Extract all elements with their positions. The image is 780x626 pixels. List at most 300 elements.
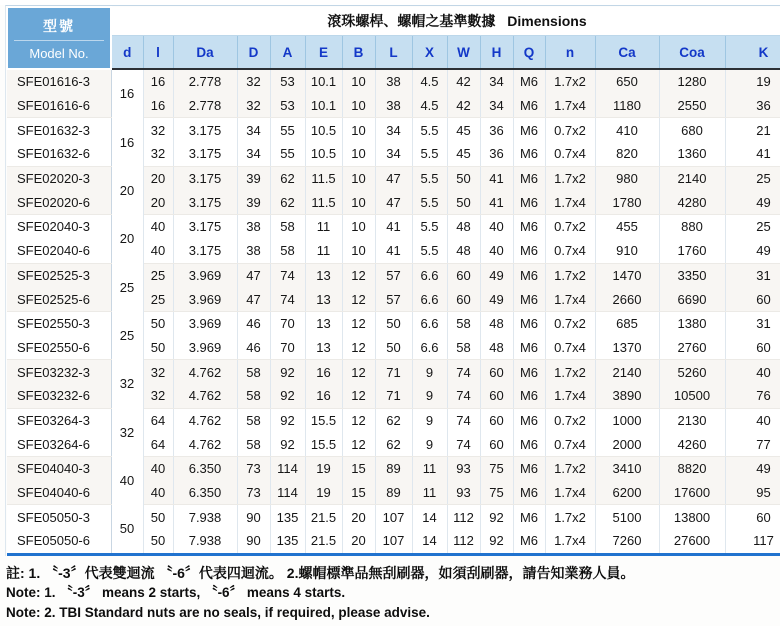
cell-X: 6.6	[412, 336, 447, 360]
cell-Da: 3.175	[173, 118, 237, 142]
cell-Da: 3.969	[173, 263, 237, 287]
col-header-E: E	[305, 36, 342, 70]
note-english-1: Note: 1. 〝-3〞 means 2 starts, 〝-6〞 means 4 starts.	[6, 584, 346, 600]
model-cell: SFE02550-3	[7, 311, 111, 335]
cell-B: 10	[342, 239, 375, 263]
cell-l: 25	[143, 263, 173, 287]
cell-E: 13	[305, 336, 342, 360]
cell-Ca: 685	[595, 311, 659, 335]
cell-n: 0.7x4	[545, 142, 595, 166]
table-row	[7, 263, 780, 287]
cell-Da: 4.762	[173, 384, 237, 408]
cell-H: 41	[480, 190, 513, 214]
cell-W: 60	[447, 287, 480, 311]
cell-W: 112	[447, 505, 480, 529]
d-cell: 20	[111, 215, 143, 263]
cell-D: 46	[237, 311, 270, 335]
cell-Q: M6	[513, 481, 545, 505]
cell-Ca: 2140	[595, 360, 659, 384]
cell-l: 50	[143, 336, 173, 360]
cell-K: 19	[725, 69, 780, 94]
cell-L: 47	[375, 190, 412, 214]
cell-Coa: 27600	[659, 529, 725, 554]
cell-W: 48	[447, 215, 480, 239]
cell-L: 89	[375, 481, 412, 505]
col-header-K: K	[725, 36, 780, 70]
cell-E: 16	[305, 384, 342, 408]
model-cell: SFE04040-6	[7, 481, 111, 505]
d-cell: 32	[111, 408, 143, 456]
cell-Ca: 910	[595, 239, 659, 263]
cell-B: 10	[342, 215, 375, 239]
cell-Q: M6	[513, 118, 545, 142]
table-body	[7, 69, 780, 554]
model-cell: SFE01632-3	[7, 118, 111, 142]
cell-Ca: 1370	[595, 336, 659, 360]
cell-W: 112	[447, 529, 480, 554]
cell-l: 40	[143, 215, 173, 239]
model-cell: SFE03264-3	[7, 408, 111, 432]
cell-l: 50	[143, 529, 173, 554]
cell-Q: M6	[513, 263, 545, 287]
note-chinese: 註: 1. 〝-3〞代表雙迴流 〝-6〞代表四迴流。 2.螺帽標準品無刮刷器，如須刮刷器，請告知業務人員。	[6, 564, 635, 581]
cell-K: 49	[725, 190, 780, 214]
cell-L: 41	[375, 239, 412, 263]
cell-l: 40	[143, 239, 173, 263]
cell-L: 38	[375, 69, 412, 94]
table-row	[7, 69, 780, 94]
cell-X: 5.5	[412, 239, 447, 263]
cell-A: 92	[270, 432, 305, 456]
cell-Coa: 6690	[659, 287, 725, 311]
cell-E: 19	[305, 457, 342, 481]
cell-K: 41	[725, 142, 780, 166]
cell-K: 21	[725, 118, 780, 142]
cell-X: 4.5	[412, 69, 447, 94]
cell-Ca: 6200	[595, 481, 659, 505]
cell-X: 5.5	[412, 190, 447, 214]
cell-X: 5.5	[412, 142, 447, 166]
cell-X: 4.5	[412, 94, 447, 118]
cell-L: 71	[375, 384, 412, 408]
cell-n: 0.7x2	[545, 215, 595, 239]
model-cell: SFE01616-6	[7, 94, 111, 118]
cell-l: 40	[143, 481, 173, 505]
cell-W: 58	[447, 336, 480, 360]
cell-Ca: 3890	[595, 384, 659, 408]
cell-L: 50	[375, 336, 412, 360]
cell-D: 58	[237, 384, 270, 408]
cell-n: 0.7x2	[545, 311, 595, 335]
model-cell: SFE01632-6	[7, 142, 111, 166]
col-header-W: W	[447, 36, 480, 70]
col-header-H: H	[480, 36, 513, 70]
cell-Da: 4.762	[173, 432, 237, 456]
cell-Q: M6	[513, 311, 545, 335]
cell-B: 20	[342, 505, 375, 529]
note-english-2: Note: 2. TBI Standard nuts are no seals, if required, please advise.	[6, 604, 430, 620]
cell-Ca: 455	[595, 215, 659, 239]
cell-Ca: 3410	[595, 457, 659, 481]
col-header-X: X	[412, 36, 447, 70]
cell-D: 34	[237, 142, 270, 166]
cell-K: 31	[725, 311, 780, 335]
cell-X: 5.5	[412, 166, 447, 190]
cell-L: 57	[375, 263, 412, 287]
cell-A: 53	[270, 94, 305, 118]
d-cell: 25	[111, 263, 143, 311]
cell-B: 10	[342, 118, 375, 142]
cell-K: 95	[725, 481, 780, 505]
cell-W: 45	[447, 118, 480, 142]
cell-H: 40	[480, 215, 513, 239]
cell-H: 48	[480, 336, 513, 360]
cell-Coa: 880	[659, 215, 725, 239]
cell-K: 40	[725, 360, 780, 384]
cell-H: 92	[480, 529, 513, 554]
catalog-page	[0, 5, 780, 626]
d-cell: 40	[111, 457, 143, 505]
cell-E: 15.5	[305, 408, 342, 432]
d-cell: 20	[111, 166, 143, 214]
model-cell: SFE02525-6	[7, 287, 111, 311]
cell-W: 58	[447, 311, 480, 335]
cell-Ca: 980	[595, 166, 659, 190]
model-cell: SFE01616-3	[7, 69, 111, 94]
cell-W: 74	[447, 432, 480, 456]
cell-H: 49	[480, 287, 513, 311]
cell-Q: M6	[513, 505, 545, 529]
cell-E: 13	[305, 311, 342, 335]
cell-K: 60	[725, 505, 780, 529]
cell-A: 62	[270, 166, 305, 190]
cell-B: 15	[342, 457, 375, 481]
cell-Q: M6	[513, 336, 545, 360]
cell-Q: M6	[513, 190, 545, 214]
cell-K: 31	[725, 263, 780, 287]
cell-n: 1.7x2	[545, 360, 595, 384]
cell-W: 74	[447, 384, 480, 408]
cell-B: 12	[342, 384, 375, 408]
cell-Da: 3.175	[173, 239, 237, 263]
cell-Ca: 5100	[595, 505, 659, 529]
cell-n: 1.7x2	[545, 166, 595, 190]
cell-L: 38	[375, 94, 412, 118]
notes-section	[6, 563, 780, 623]
col-header-Q: Q	[513, 36, 545, 70]
dimensions-table-container	[5, 5, 780, 556]
cell-Ca: 1000	[595, 408, 659, 432]
cell-Ca: 410	[595, 118, 659, 142]
cell-L: 57	[375, 287, 412, 311]
cell-n: 0.7x2	[545, 118, 595, 142]
cell-Q: M6	[513, 287, 545, 311]
cell-Q: M6	[513, 529, 545, 554]
cell-X: 6.6	[412, 263, 447, 287]
cell-K: 117	[725, 529, 780, 554]
cell-B: 20	[342, 529, 375, 554]
cell-Q: M6	[513, 215, 545, 239]
cell-E: 21.5	[305, 529, 342, 554]
cell-L: 34	[375, 142, 412, 166]
cell-Da: 3.969	[173, 311, 237, 335]
cell-A: 58	[270, 215, 305, 239]
cell-l: 50	[143, 311, 173, 335]
cell-Da: 6.350	[173, 457, 237, 481]
cell-A: 55	[270, 142, 305, 166]
cell-B: 10	[342, 142, 375, 166]
cell-Da: 2.778	[173, 69, 237, 94]
cell-n: 1.7x2	[545, 263, 595, 287]
cell-E: 19	[305, 481, 342, 505]
cell-l: 20	[143, 166, 173, 190]
cell-Da: 3.175	[173, 166, 237, 190]
cell-E: 11.5	[305, 190, 342, 214]
cell-Coa: 1280	[659, 69, 725, 94]
cell-H: 92	[480, 505, 513, 529]
cell-Coa: 1760	[659, 239, 725, 263]
cell-W: 74	[447, 360, 480, 384]
cell-l: 32	[143, 142, 173, 166]
d-cell: 16	[111, 118, 143, 166]
cell-Coa: 4260	[659, 432, 725, 456]
cell-Da: 4.762	[173, 408, 237, 432]
cell-Da: 3.175	[173, 215, 237, 239]
cell-E: 11	[305, 215, 342, 239]
cell-A: 135	[270, 529, 305, 554]
d-cell: 50	[111, 505, 143, 554]
cell-Coa: 3350	[659, 263, 725, 287]
cell-B: 10	[342, 190, 375, 214]
cell-n: 1.7x2	[545, 69, 595, 94]
cell-B: 10	[342, 94, 375, 118]
dimensions-table	[6, 6, 780, 556]
cell-l: 32	[143, 118, 173, 142]
model-cell: SFE04040-3	[7, 457, 111, 481]
cell-A: 135	[270, 505, 305, 529]
cell-D: 34	[237, 118, 270, 142]
model-no-header-en: Model No.	[29, 45, 89, 61]
cell-X: 5.5	[412, 118, 447, 142]
dimensions-title-zh: 滾珠螺桿、螺帽之基準數據	[327, 13, 496, 29]
cell-D: 39	[237, 190, 270, 214]
cell-W: 93	[447, 481, 480, 505]
cell-D: 58	[237, 360, 270, 384]
cell-Q: M6	[513, 69, 545, 94]
cell-Da: 4.762	[173, 360, 237, 384]
table-row	[7, 118, 780, 142]
cell-A: 62	[270, 190, 305, 214]
cell-K: 49	[725, 239, 780, 263]
cell-H: 34	[480, 94, 513, 118]
cell-A: 74	[270, 287, 305, 311]
table-row	[7, 505, 780, 529]
cell-Q: M6	[513, 239, 545, 263]
cell-A: 92	[270, 408, 305, 432]
cell-H: 36	[480, 118, 513, 142]
cell-Coa: 4280	[659, 190, 725, 214]
cell-W: 60	[447, 263, 480, 287]
cell-n: 1.7x4	[545, 529, 595, 554]
cell-Da: 6.350	[173, 481, 237, 505]
cell-D: 47	[237, 263, 270, 287]
model-cell: SFE03264-6	[7, 432, 111, 456]
cell-A: 70	[270, 311, 305, 335]
cell-L: 41	[375, 215, 412, 239]
col-header-Da: Da	[173, 36, 237, 70]
cell-B: 15	[342, 481, 375, 505]
cell-Coa: 1380	[659, 311, 725, 335]
cell-D: 47	[237, 287, 270, 311]
cell-Da: 2.778	[173, 94, 237, 118]
cell-L: 34	[375, 118, 412, 142]
cell-Coa: 10500	[659, 384, 725, 408]
cell-Da: 7.938	[173, 505, 237, 529]
cell-E: 10.1	[305, 69, 342, 94]
cell-A: 55	[270, 118, 305, 142]
cell-Ca: 2000	[595, 432, 659, 456]
cell-W: 50	[447, 190, 480, 214]
cell-Coa: 2760	[659, 336, 725, 360]
cell-E: 10.5	[305, 142, 342, 166]
cell-L: 107	[375, 505, 412, 529]
cell-W: 50	[447, 166, 480, 190]
cell-K: 49	[725, 457, 780, 481]
cell-D: 73	[237, 481, 270, 505]
cell-X: 9	[412, 384, 447, 408]
model-cell: SFE02020-3	[7, 166, 111, 190]
cell-Ca: 1180	[595, 94, 659, 118]
col-header-A: A	[270, 36, 305, 70]
cell-W: 74	[447, 408, 480, 432]
cell-Coa: 5260	[659, 360, 725, 384]
cell-n: 1.7x2	[545, 457, 595, 481]
table-row	[7, 166, 780, 190]
cell-l: 16	[143, 94, 173, 118]
cell-Ca: 820	[595, 142, 659, 166]
cell-D: 38	[237, 215, 270, 239]
cell-A: 70	[270, 336, 305, 360]
cell-l: 32	[143, 384, 173, 408]
cell-Q: M6	[513, 384, 545, 408]
col-header-L: L	[375, 36, 412, 70]
d-cell: 16	[111, 69, 143, 118]
cell-Coa: 13800	[659, 505, 725, 529]
col-header-d: d	[111, 36, 143, 70]
cell-B: 12	[342, 287, 375, 311]
col-header-n: n	[545, 36, 595, 70]
cell-B: 12	[342, 408, 375, 432]
cell-Q: M6	[513, 142, 545, 166]
cell-l: 64	[143, 408, 173, 432]
cell-D: 38	[237, 239, 270, 263]
cell-K: 25	[725, 215, 780, 239]
cell-H: 75	[480, 481, 513, 505]
cell-Q: M6	[513, 166, 545, 190]
cell-K: 60	[725, 287, 780, 311]
model-cell: SFE03232-6	[7, 384, 111, 408]
cell-l: 50	[143, 505, 173, 529]
cell-B: 10	[342, 69, 375, 94]
cell-n: 1.7x4	[545, 94, 595, 118]
model-cell: SFE02040-6	[7, 239, 111, 263]
col-header-B: B	[342, 36, 375, 70]
cell-L: 62	[375, 408, 412, 432]
cell-E: 13	[305, 263, 342, 287]
cell-H: 60	[480, 432, 513, 456]
model-cell: SFE05050-3	[7, 505, 111, 529]
cell-l: 25	[143, 287, 173, 311]
cell-X: 11	[412, 457, 447, 481]
cell-H: 60	[480, 384, 513, 408]
cell-A: 74	[270, 263, 305, 287]
cell-Coa: 8820	[659, 457, 725, 481]
cell-X: 6.6	[412, 311, 447, 335]
cell-X: 9	[412, 408, 447, 432]
cell-K: 77	[725, 432, 780, 456]
cell-n: 1.7x4	[545, 481, 595, 505]
cell-H: 48	[480, 311, 513, 335]
cell-E: 16	[305, 360, 342, 384]
cell-Coa: 1360	[659, 142, 725, 166]
d-cell: 25	[111, 311, 143, 359]
cell-K: 36	[725, 94, 780, 118]
cell-l: 16	[143, 69, 173, 94]
cell-Q: M6	[513, 360, 545, 384]
cell-A: 92	[270, 384, 305, 408]
cell-B: 12	[342, 360, 375, 384]
cell-n: 1.7x2	[545, 505, 595, 529]
table-row	[7, 457, 780, 481]
cell-D: 73	[237, 457, 270, 481]
cell-n: 1.7x4	[545, 190, 595, 214]
cell-n: 1.7x4	[545, 384, 595, 408]
cell-n: 0.7x2	[545, 408, 595, 432]
cell-n: 0.7x4	[545, 239, 595, 263]
cell-W: 93	[447, 457, 480, 481]
cell-B: 10	[342, 166, 375, 190]
table-row	[7, 311, 780, 335]
cell-n: 0.7x4	[545, 336, 595, 360]
cell-Ca: 1780	[595, 190, 659, 214]
model-no-header-zh: 型號	[14, 13, 104, 41]
cell-Coa: 2130	[659, 408, 725, 432]
cell-l: 20	[143, 190, 173, 214]
cell-H: 34	[480, 69, 513, 94]
cell-L: 50	[375, 311, 412, 335]
cell-L: 62	[375, 432, 412, 456]
cell-Da: 3.175	[173, 190, 237, 214]
cell-Ca: 1470	[595, 263, 659, 287]
cell-X: 6.6	[412, 287, 447, 311]
cell-E: 10.1	[305, 94, 342, 118]
model-no-header	[7, 7, 111, 69]
model-cell: SFE02550-6	[7, 336, 111, 360]
cell-E: 21.5	[305, 505, 342, 529]
cell-E: 10.5	[305, 118, 342, 142]
cell-A: 92	[270, 360, 305, 384]
model-cell: SFE02525-3	[7, 263, 111, 287]
cell-H: 40	[480, 239, 513, 263]
title-row	[7, 7, 780, 36]
cell-X: 14	[412, 529, 447, 554]
cell-H: 49	[480, 263, 513, 287]
cell-Coa: 680	[659, 118, 725, 142]
cell-X: 5.5	[412, 215, 447, 239]
table-row	[7, 408, 780, 432]
cell-Coa: 17600	[659, 481, 725, 505]
cell-l: 32	[143, 360, 173, 384]
